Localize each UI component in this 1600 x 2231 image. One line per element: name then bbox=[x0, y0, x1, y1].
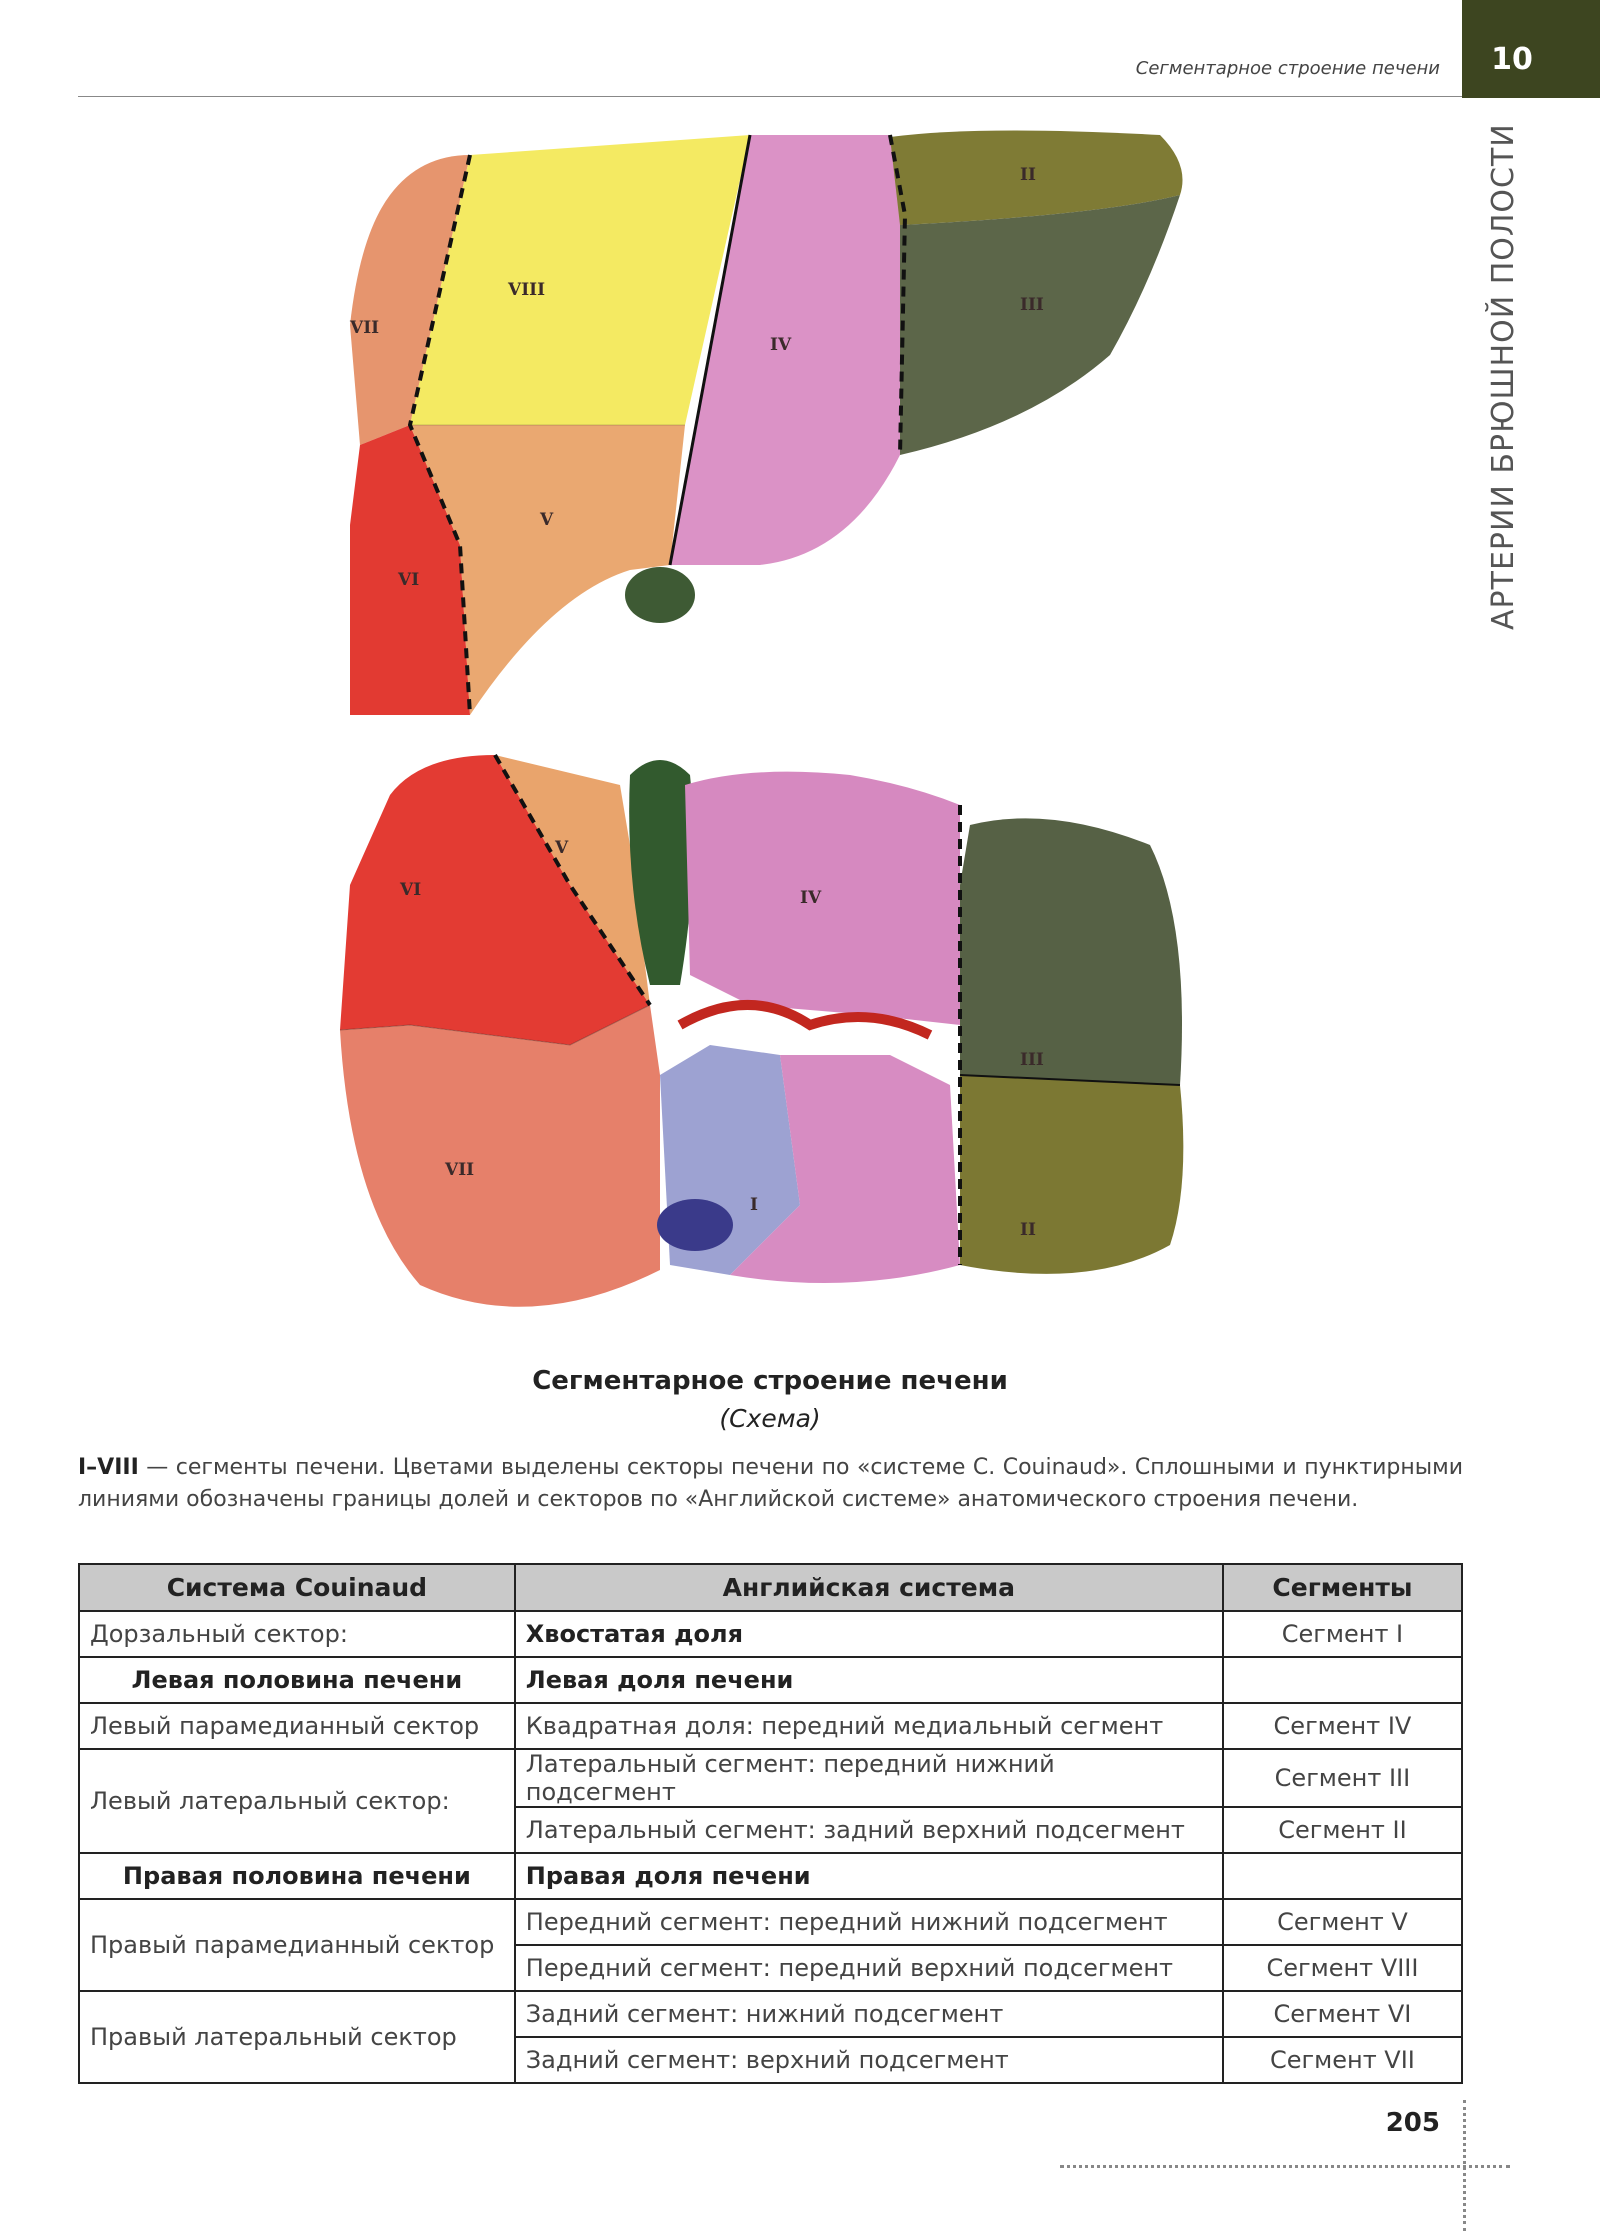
column-header-segments: Сегменты bbox=[1223, 1564, 1462, 1611]
table-cell: Передний сегмент: передний верхний подсегмент bbox=[515, 1945, 1223, 1991]
label-vii-bottom: VII bbox=[445, 1160, 475, 1180]
table-cell bbox=[1223, 1853, 1462, 1899]
side-chapter-title: АРТЕРИИ БРЮШНОЙ ПОЛОСТИ bbox=[1486, 123, 1521, 630]
column-header-couinaud: Система Couinaud bbox=[79, 1564, 515, 1611]
label-viii-top: VIII bbox=[508, 280, 546, 300]
description-lead: I–VIII bbox=[78, 1455, 139, 1480]
table-cell: Дорзальный сектор: bbox=[79, 1611, 515, 1657]
table-cell: Сегмент I bbox=[1223, 1611, 1462, 1657]
table-cell: Латеральный сегмент: задний верхний подсегмент bbox=[515, 1807, 1223, 1853]
table-cell: Задний сегмент: верхний подсегмент bbox=[515, 2037, 1223, 2083]
footer-dotted-horizontal bbox=[1060, 2165, 1510, 2168]
label-ii-top: II bbox=[1020, 165, 1036, 185]
chapter-number: 10 bbox=[1491, 42, 1533, 77]
label-i-bottom: I bbox=[750, 1195, 758, 1215]
label-v-top: V bbox=[540, 510, 554, 530]
table-row bbox=[79, 1899, 1462, 1945]
page-number: 205 bbox=[1385, 2108, 1440, 2138]
table-cell: Правая половина печени bbox=[79, 1853, 515, 1899]
segment-ii-bottom bbox=[960, 1075, 1183, 1274]
table-row bbox=[79, 1703, 1462, 1749]
description-text: — сегменты печени. Цветами выделены секторы печени по «системе C. Couinaud». Сплошными и пунктирными линиями обозначены границы долей и секторов по «Английской системе» анатомического строения печени. bbox=[78, 1455, 1463, 1512]
label-iv-top: IV bbox=[770, 335, 792, 355]
table-row bbox=[79, 1853, 1462, 1899]
table-cell: Сегмент VI bbox=[1223, 1991, 1462, 2037]
table-cell: Правый парамедианный сектор bbox=[79, 1899, 515, 1991]
figure-caption-subtitle: (Схема) bbox=[719, 1404, 821, 1433]
liver-segment-figure bbox=[330, 125, 1230, 1340]
gallbladder-top bbox=[625, 567, 695, 623]
table-cell: Сегмент VII bbox=[1223, 2037, 1462, 2083]
table-header-row bbox=[79, 1564, 1462, 1611]
table-cell: Сегмент IV bbox=[1223, 1703, 1462, 1749]
label-vi-bottom: VI bbox=[400, 880, 422, 900]
table-cell: Сегмент III bbox=[1223, 1749, 1462, 1807]
label-ii-bottom: II bbox=[1020, 1220, 1036, 1240]
table-cell: Левый латеральный сектор: bbox=[79, 1749, 515, 1853]
table-cell: Квадратная доля: передний медиальный сегмент bbox=[515, 1703, 1223, 1749]
liver-illustrations bbox=[330, 125, 1230, 1340]
figure-caption-title: Сегментарное строение печени bbox=[532, 1366, 1008, 1396]
table-cell: Латеральный сегмент: передний нижний подсегмент bbox=[515, 1749, 1223, 1807]
header-rule bbox=[78, 96, 1463, 97]
table-cell: Левая половина печени bbox=[79, 1657, 515, 1703]
table-cell: Задний сегмент: нижний подсегмент bbox=[515, 1991, 1223, 2037]
vena-cava bbox=[657, 1199, 733, 1251]
table-row bbox=[79, 1991, 1462, 2037]
column-header-english: Английская система bbox=[515, 1564, 1223, 1611]
table-row bbox=[79, 1611, 1462, 1657]
liver-top-view bbox=[349, 130, 1183, 715]
table-row bbox=[79, 1657, 1462, 1703]
segment-iv-bottom bbox=[685, 772, 960, 1025]
table-cell: Правая доля печени bbox=[515, 1853, 1223, 1899]
table-cell: Хвостатая доля bbox=[515, 1611, 1223, 1657]
label-vi-top: VI bbox=[398, 570, 420, 590]
label-iii-bottom: III bbox=[1020, 1050, 1044, 1070]
table-cell: Сегмент II bbox=[1223, 1807, 1462, 1853]
table-cell: Сегмент V bbox=[1223, 1899, 1462, 1945]
table-cell: Сегмент VIII bbox=[1223, 1945, 1462, 1991]
figure-description bbox=[78, 1452, 1463, 1516]
table-cell: Левый парамедианный сектор bbox=[79, 1703, 515, 1749]
segment-iii-bottom bbox=[960, 818, 1182, 1085]
segment-vii-bottom bbox=[340, 1005, 660, 1307]
segment-iii-top bbox=[900, 195, 1180, 455]
table-cell: Передний сегмент: передний нижний подсегмент bbox=[515, 1899, 1223, 1945]
table-cell: Левая доля печени bbox=[515, 1657, 1223, 1703]
table-cell: Правый латеральный сектор bbox=[79, 1991, 515, 2083]
table-row bbox=[79, 1749, 1462, 1807]
table-cell bbox=[1223, 1657, 1462, 1703]
segment-comparison-table bbox=[78, 1563, 1463, 2084]
liver-bottom-view bbox=[340, 755, 1183, 1307]
label-iv-bottom: IV bbox=[800, 888, 822, 908]
label-iii-top: III bbox=[1020, 295, 1044, 315]
label-v-bottom: V bbox=[555, 838, 569, 858]
running-title: Сегментарное строение печени bbox=[1135, 58, 1440, 79]
label-vii-top: VII bbox=[350, 318, 380, 338]
